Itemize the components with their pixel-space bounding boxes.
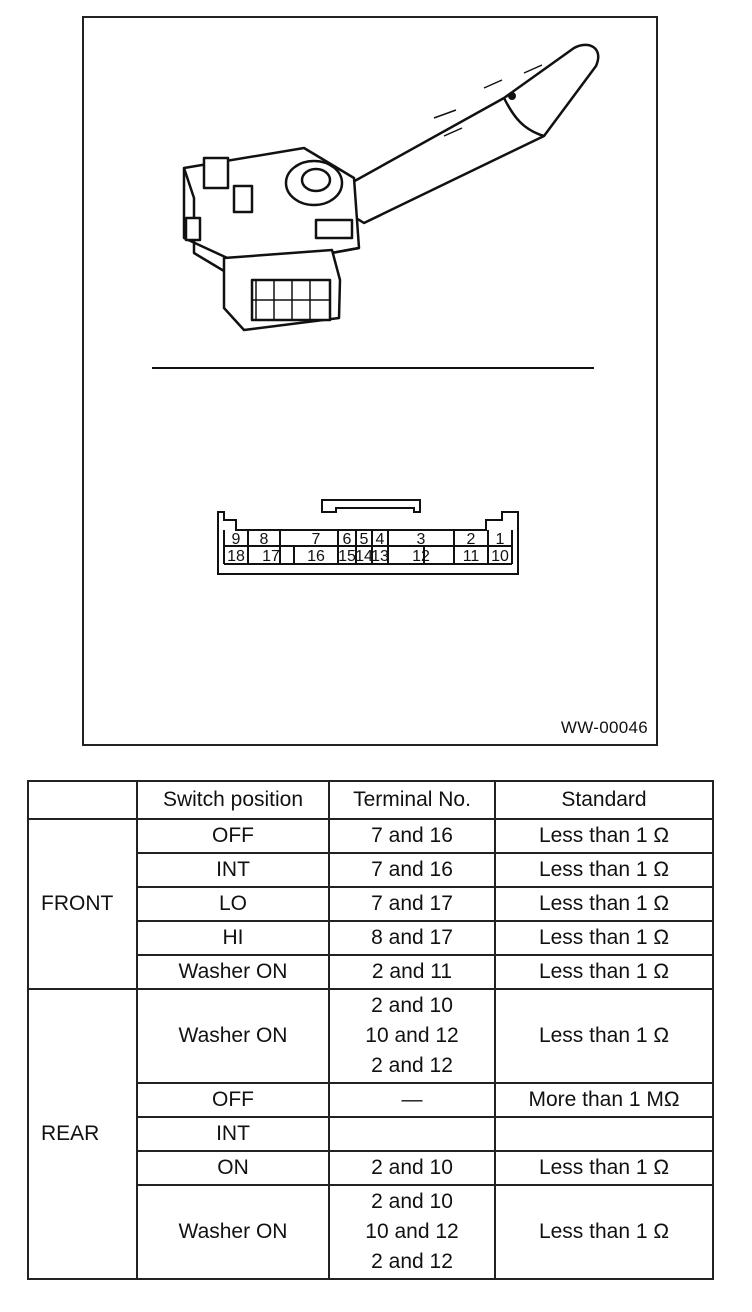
pin-label: 15 <box>338 548 356 565</box>
terminal-line: 10 and 12 <box>365 1024 459 1047</box>
standard-cell: Less than 1 Ω <box>495 1185 713 1279</box>
terminal-cell: — <box>329 1083 495 1117</box>
standard-cell: Less than 1 Ω <box>495 819 713 853</box>
table-row <box>28 989 713 1083</box>
terminal-line: 10 and 12 <box>365 1220 459 1243</box>
pin-label: 17 <box>262 548 280 565</box>
switch-position-cell: OFF <box>137 1083 329 1117</box>
switch-connector-icon <box>224 250 340 330</box>
wiper-switch-drawing <box>84 18 660 748</box>
switch-position-cell: ON <box>137 1151 329 1185</box>
switch-position-cell: INT <box>137 853 329 887</box>
inspection-table <box>27 780 714 1280</box>
pin-label: 12 <box>412 548 430 565</box>
standard-cell: Less than 1 Ω <box>495 955 713 989</box>
standard-cell: More than 1 MΩ <box>495 1083 713 1117</box>
group-rear: REAR <box>28 989 137 1279</box>
standard-cell: Less than 1 Ω <box>495 887 713 921</box>
table-header-row <box>28 781 713 819</box>
switch-position-cell: HI <box>137 921 329 955</box>
standard-cell <box>495 1117 713 1151</box>
standard-cell: Less than 1 Ω <box>495 853 713 887</box>
pin-label: 11 <box>462 548 480 565</box>
pin-label: 4 <box>375 531 385 548</box>
switch-position-cell: Washer ON <box>137 989 329 1083</box>
pin-label: 14 <box>355 548 373 565</box>
pin-label: 10 <box>491 548 509 565</box>
pin-label: 8 <box>259 531 269 548</box>
standard-cell: Less than 1 Ω <box>495 1151 713 1185</box>
pin-label: 2 <box>466 531 476 548</box>
switch-position-cell: LO <box>137 887 329 921</box>
terminal-line: 2 and 10 <box>371 1190 453 1213</box>
pin-label: 6 <box>342 531 352 548</box>
pin-label: 5 <box>359 531 369 548</box>
table-row <box>28 819 713 853</box>
header-standard: Standard <box>495 781 713 819</box>
connector-bottom-labels <box>227 548 509 565</box>
terminal-cell: 7 and 16 <box>329 819 495 853</box>
header-switch-position: Switch position <box>137 781 329 819</box>
figure-caption: WW-00046 <box>560 718 648 737</box>
terminal-cell: 2 and 11 <box>329 955 495 989</box>
terminal-cell: 7 and 17 <box>329 887 495 921</box>
terminal-line: 2 and 10 <box>371 994 453 1017</box>
terminal-cell <box>329 1185 495 1279</box>
pin-label: 13 <box>371 548 389 565</box>
terminal-cell <box>329 1117 495 1151</box>
terminal-line: 2 and 12 <box>371 1054 453 1077</box>
pin-label: 9 <box>231 531 241 548</box>
group-front: FRONT <box>28 819 137 989</box>
wiper-lever-icon <box>324 45 598 223</box>
terminal-cell: 2 and 10 <box>329 1151 495 1185</box>
pin-label: 3 <box>416 531 426 548</box>
switch-illustration-figure <box>82 16 658 746</box>
standard-cell: Less than 1 Ω <box>495 989 713 1083</box>
standard-cell: Less than 1 Ω <box>495 921 713 955</box>
terminal-cell: 8 and 17 <box>329 921 495 955</box>
switch-position-cell: Washer ON <box>137 955 329 989</box>
pin-label: 16 <box>307 548 325 565</box>
terminal-cell <box>329 989 495 1083</box>
pin-label: 1 <box>495 531 505 548</box>
terminal-cell: 7 and 16 <box>329 853 495 887</box>
switch-position-cell: OFF <box>137 819 329 853</box>
pin-label: 18 <box>227 548 245 565</box>
header-terminal-no: Terminal No. <box>329 781 495 819</box>
switch-position-cell: INT <box>137 1117 329 1151</box>
header-blank <box>28 781 137 819</box>
pin-label: 7 <box>311 531 321 548</box>
terminal-line: 2 and 12 <box>371 1250 453 1273</box>
switch-position-cell: Washer ON <box>137 1185 329 1279</box>
